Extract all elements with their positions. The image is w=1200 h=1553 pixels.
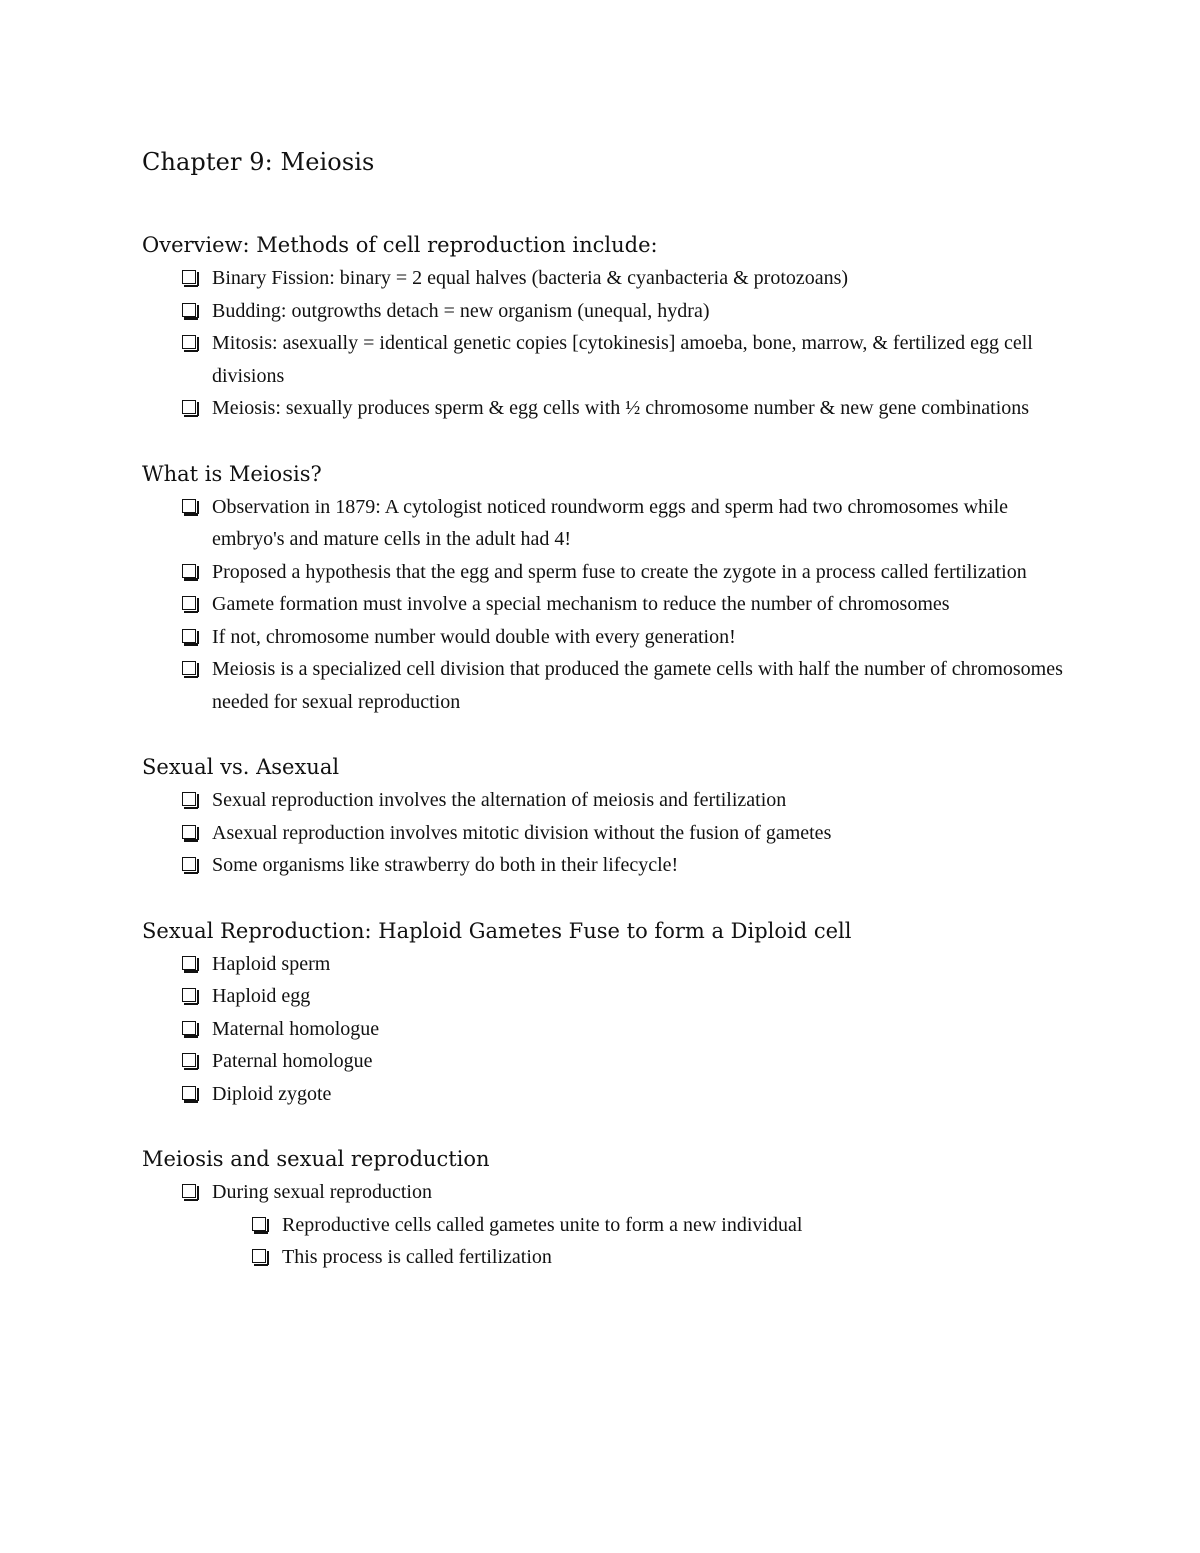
checkbox-icon — [182, 857, 196, 871]
list-item — [212, 1176, 1082, 1274]
section-heading: Sexual vs. Asexual — [142, 755, 340, 779]
list-item — [212, 392, 1082, 425]
section-heading: Overview: Methods of cell reproduction include: — [142, 233, 658, 257]
section-what-is-meiosis — [142, 457, 1082, 719]
sub-checklist — [212, 1209, 1082, 1274]
list-item — [212, 1013, 1082, 1046]
section-meiosis-and-sexual-reproduction — [142, 1142, 1082, 1274]
list-item-text: Gamete formation must involve a special mechanism to reduce the number of chromosomes — [212, 593, 950, 615]
list-item-text: Mitosis: asexually = identical genetic copies [cytokinesis] amoeba, bone, marrow, & fertilized egg cell divisions — [212, 332, 1033, 387]
sub-list-item — [282, 1209, 1082, 1242]
list-item — [212, 588, 1082, 621]
checkbox-icon — [182, 661, 196, 675]
list-item-text: Budding: outgrowths detach = new organism (unequal, hydra) — [212, 299, 710, 322]
list-item — [212, 262, 1082, 295]
list-item-text: Paternal homologue — [212, 1050, 373, 1072]
section-heading: Meiosis and sexual reproduction — [142, 1147, 490, 1171]
checkbox-icon — [182, 629, 196, 643]
checkbox-icon — [182, 303, 196, 317]
list-item — [212, 849, 1082, 882]
list-item — [212, 327, 1082, 392]
list-item-text: Reproductive cells called gametes unite to form a new individual — [282, 1213, 803, 1236]
checkbox-icon — [252, 1249, 266, 1263]
list-item-text: This process is called fertilization — [282, 1246, 552, 1268]
document-title: Chapter 9: Meiosis — [142, 148, 375, 176]
list-item-text: Sexual reproduction involves the alternation of meiosis and fertilization — [212, 789, 787, 811]
document-page — [142, 140, 1082, 1306]
list-item — [212, 784, 1082, 817]
checkbox-icon — [182, 499, 196, 513]
checkbox-icon — [182, 1021, 196, 1035]
section-overview — [142, 228, 1082, 425]
checkbox-icon — [182, 1086, 196, 1100]
checkbox-icon — [182, 1053, 196, 1067]
section-sexual-vs-asexual — [142, 750, 1082, 882]
list-item-text: Maternal homologue — [212, 1017, 380, 1040]
section-heading: What is Meiosis? — [142, 461, 322, 486]
checkbox-icon — [182, 400, 196, 414]
list-item-text: Some organisms like strawberry do both in their lifecycle! — [212, 854, 679, 876]
checkbox-icon — [182, 596, 196, 610]
section-heading: Sexual Reproduction: Haploid Gametes Fuse to form a Diploid cell — [142, 918, 852, 943]
list-item — [212, 556, 1082, 589]
list-item-text: Haploid egg — [212, 985, 311, 1007]
list-item — [212, 295, 1082, 328]
checklist — [142, 262, 1082, 425]
list-item-text: Observation in 1879: A cytologist noticed roundworm eggs and sperm had two chromosomes while embryo's and mature cells in the adult had 4! — [212, 495, 1008, 550]
list-item-text: During sexual reproduction — [212, 1181, 432, 1203]
section-sexual-reproduction — [142, 914, 1082, 1111]
checkbox-icon — [182, 270, 196, 284]
checkbox-icon — [182, 1184, 196, 1198]
list-item — [212, 1078, 1082, 1111]
checklist — [142, 491, 1082, 719]
list-item — [212, 817, 1082, 850]
list-item-text: Diploid zygote — [212, 1082, 332, 1105]
checkbox-icon — [182, 335, 196, 349]
list-item-text: Proposed a hypothesis that the egg and sperm fuse to create the zygote in a process called fertilization — [212, 560, 1027, 583]
list-item — [212, 653, 1082, 718]
list-item-text: Meiosis is a specialized cell division that produced the gamete cells with half the number of chromosomes needed for sexual reproduction — [212, 658, 1063, 713]
checklist — [142, 784, 1082, 882]
checkbox-icon — [182, 825, 196, 839]
list-item — [212, 491, 1082, 556]
list-item — [212, 621, 1082, 654]
checkbox-icon — [182, 792, 196, 806]
list-item-text: If not, chromosome number would double with every generation! — [212, 625, 736, 648]
list-item-text: Asexual reproduction involves mitotic division without the fusion of gametes — [212, 821, 832, 844]
list-item — [212, 980, 1082, 1013]
checkbox-icon — [182, 988, 196, 1002]
checklist — [142, 1176, 1082, 1274]
list-item-text: Haploid sperm — [212, 952, 331, 975]
list-item — [212, 948, 1082, 981]
list-item-text: Binary Fission: binary = 2 equal halves (bacteria & cyanbacteria & protozoans) — [212, 267, 849, 289]
checkbox-icon — [182, 956, 196, 970]
checklist — [142, 948, 1082, 1111]
sub-list-item — [282, 1241, 1082, 1274]
list-item — [212, 1045, 1082, 1078]
checkbox-icon — [252, 1217, 266, 1231]
list-item-text: Meiosis: sexually produces sperm & egg cells with ½ chromosome number & new gene combinations — [212, 397, 1030, 419]
checkbox-icon — [182, 564, 196, 578]
